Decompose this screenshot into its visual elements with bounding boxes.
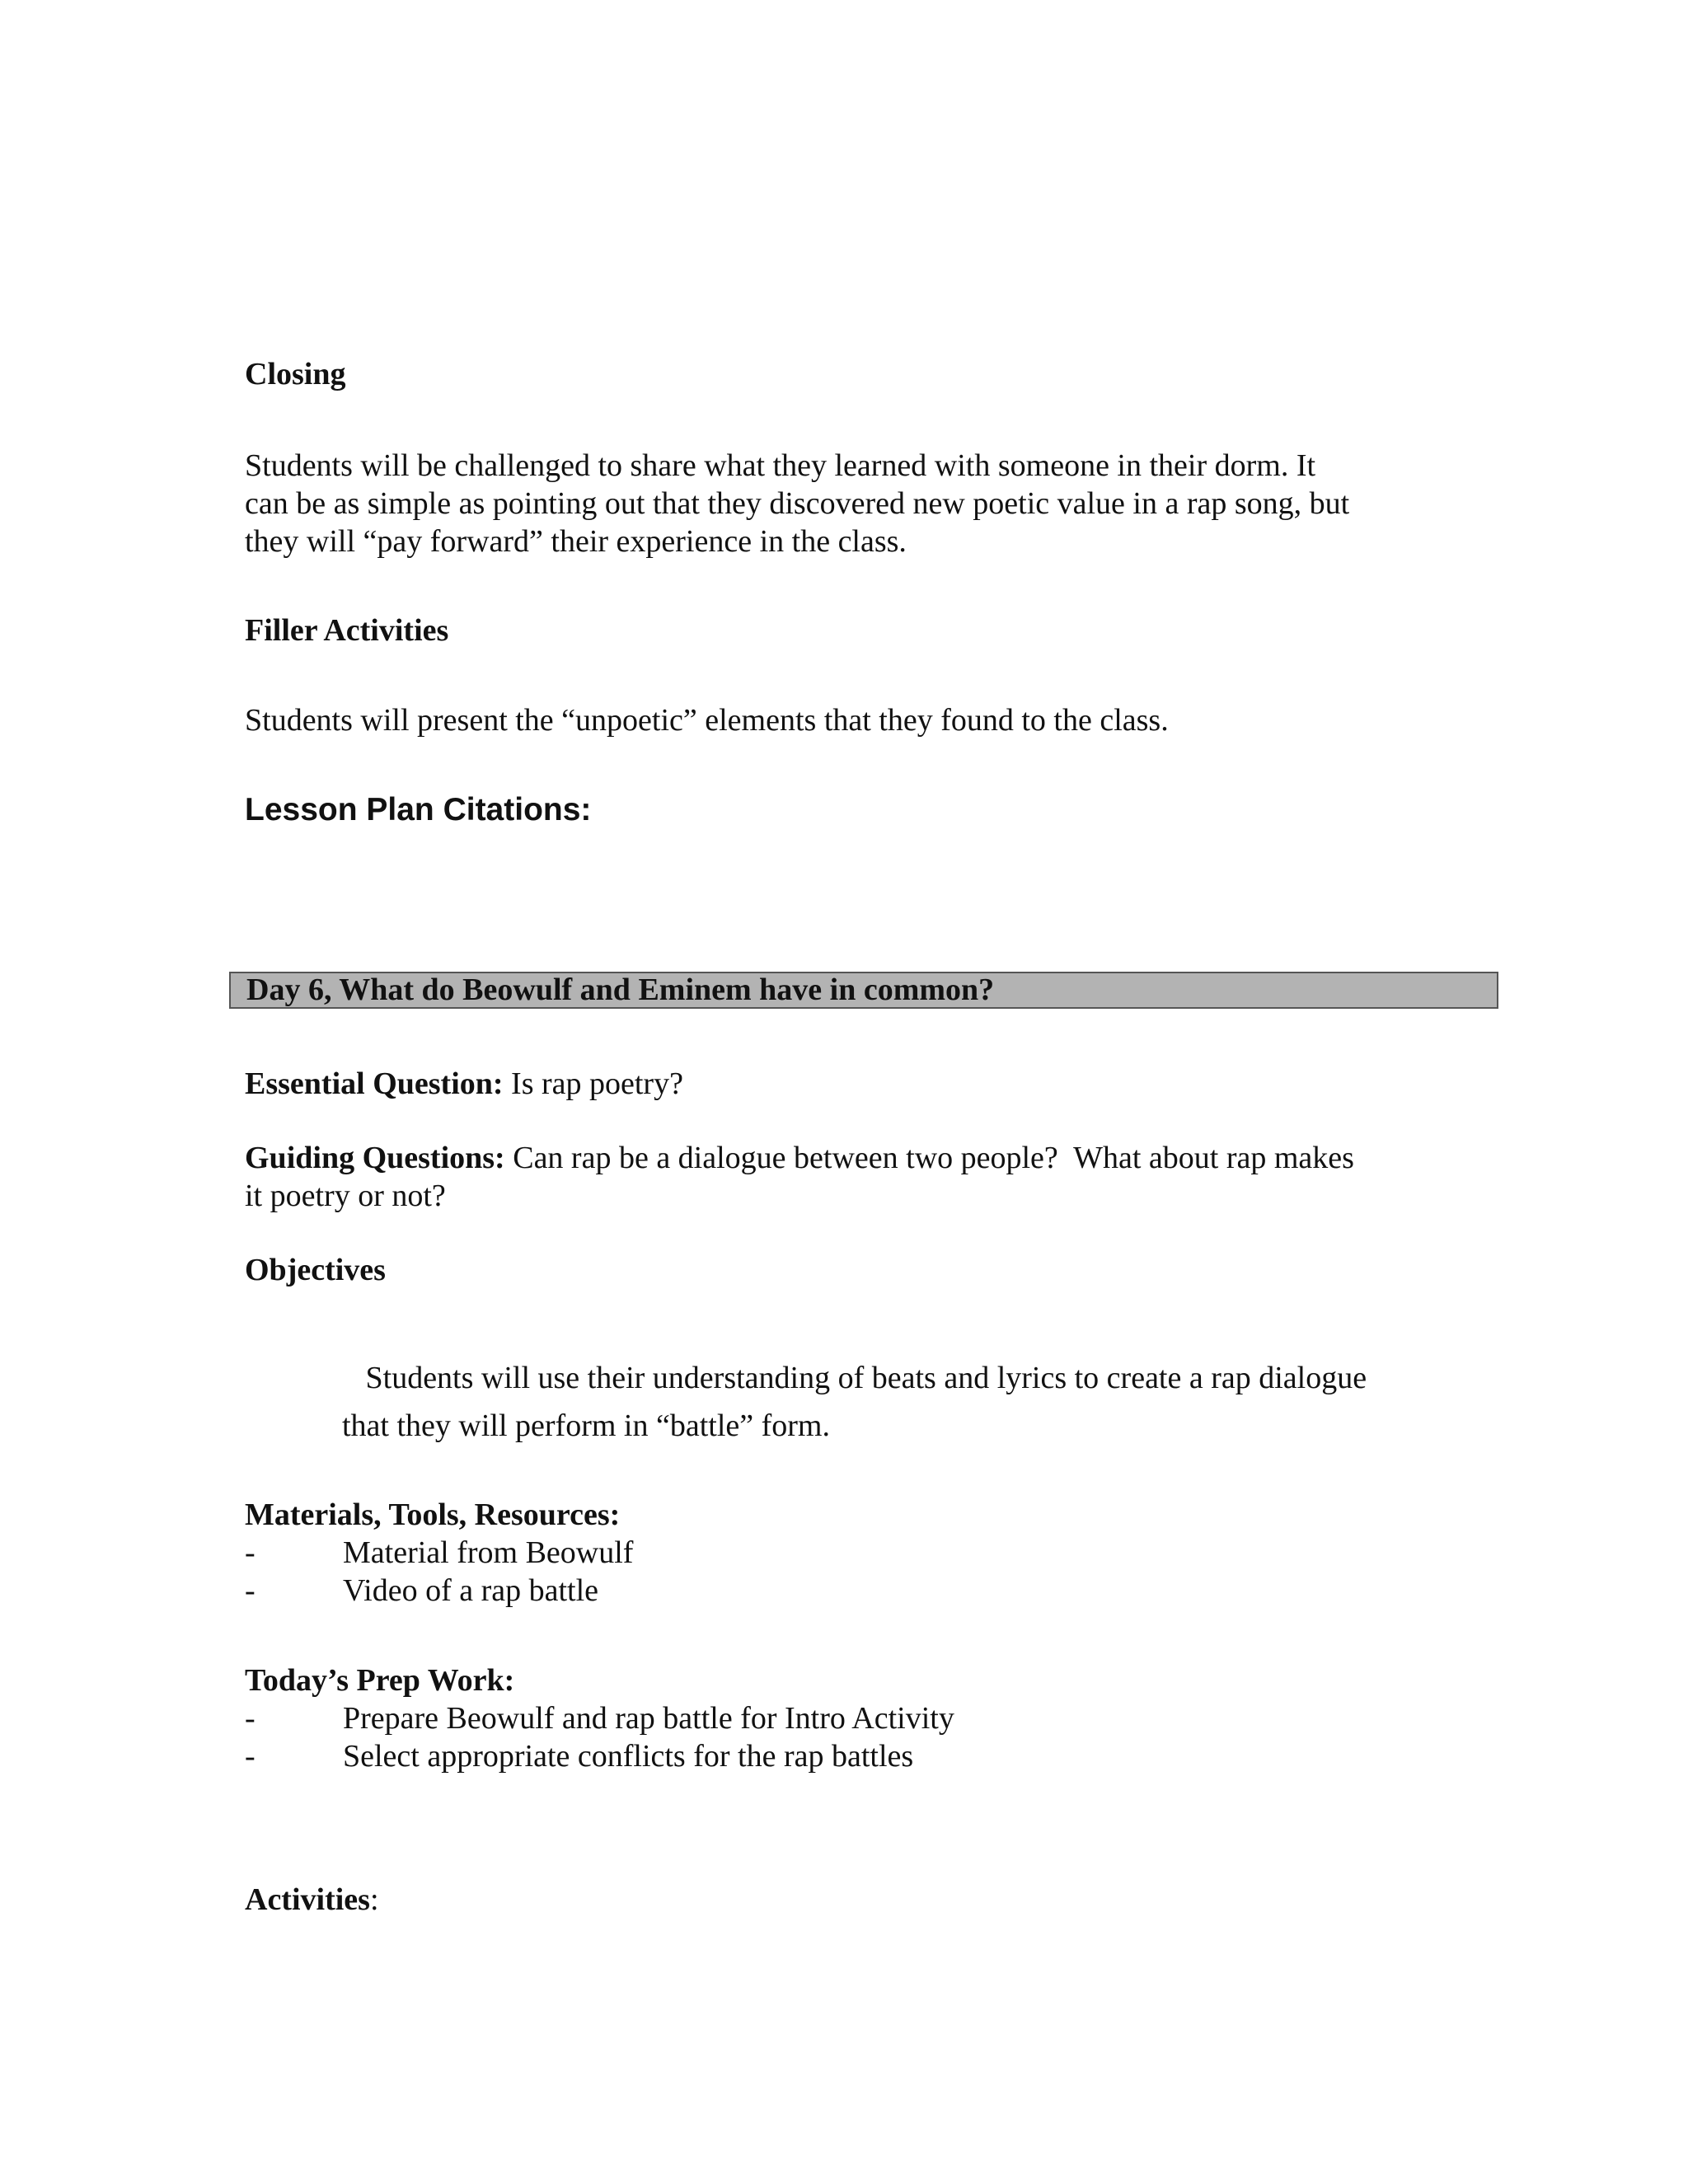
objective-line-2: that they will perform in “battle” form. [342,1408,830,1443]
day-title: Day 6, What do Beowulf and Eminem have in common? [246,972,995,1007]
list-bullet: - [245,1573,256,1608]
list-item [245,1737,954,1775]
list-item-text: Video of a rap battle [343,1573,599,1608]
essential-question [245,1065,683,1103]
activities-label: Activities [245,1882,370,1917]
essential-question-label: Essential Question: [245,1066,504,1101]
list-item [245,1534,633,1572]
filler-heading: Filler Activities [245,613,449,648]
activities-heading [245,1881,379,1919]
objectives-heading: Objectives [245,1253,386,1287]
closing-line-1: Students will be challenged to share what they learned with someone in their dorm. It [245,448,1316,483]
guiding-questions-text: Can rap be a dialogue between two people? What about rap makes [504,1141,1354,1175]
closing-heading: Closing [245,357,346,391]
closing-line-2: can be as simple as pointing out that they discovered new poetic value in a rap song, but [245,486,1350,521]
list-bullet: - [245,1739,256,1774]
objective-paragraph [342,1354,1367,1450]
list-item [245,1572,633,1610]
list-bullet: - [245,1701,256,1736]
list-item-text: Prepare Beowulf and rap battle for Intro Activity [343,1701,954,1736]
prep-heading: Today’s Prep Work: [245,1663,515,1698]
closing-line-3: they will “pay forward” their experience in the class. [245,524,907,559]
guiding-line-1 [245,1139,1354,1177]
essential-question-text: Is rap poetry? [503,1066,683,1101]
materials-heading: Materials, Tools, Resources: [245,1497,621,1532]
list-item [245,1699,954,1737]
activities-colon: : [369,1882,379,1917]
guiding-questions-label: Guiding Questions: [245,1141,505,1175]
guiding-line-2: it poetry or not? [245,1179,446,1213]
filler-text: Students will present the “unpoetic” elements that they found to the class. [245,703,1169,738]
citations-heading: Lesson Plan Citations: [245,792,592,827]
guiding-questions [245,1139,1354,1215]
list-bullet: - [245,1535,256,1570]
prep-section [245,1661,954,1775]
list-item-text: Select appropriate conflicts for the rap battles [343,1739,914,1774]
objective-line-1: Students will use their understanding of beats and lyrics to create a rap dialogue [342,1361,1367,1395]
list-item-text: Material from Beowulf [343,1535,634,1570]
closing-paragraph [245,447,1349,560]
materials-section [245,1496,633,1610]
day-title-bar [229,972,1498,1009]
